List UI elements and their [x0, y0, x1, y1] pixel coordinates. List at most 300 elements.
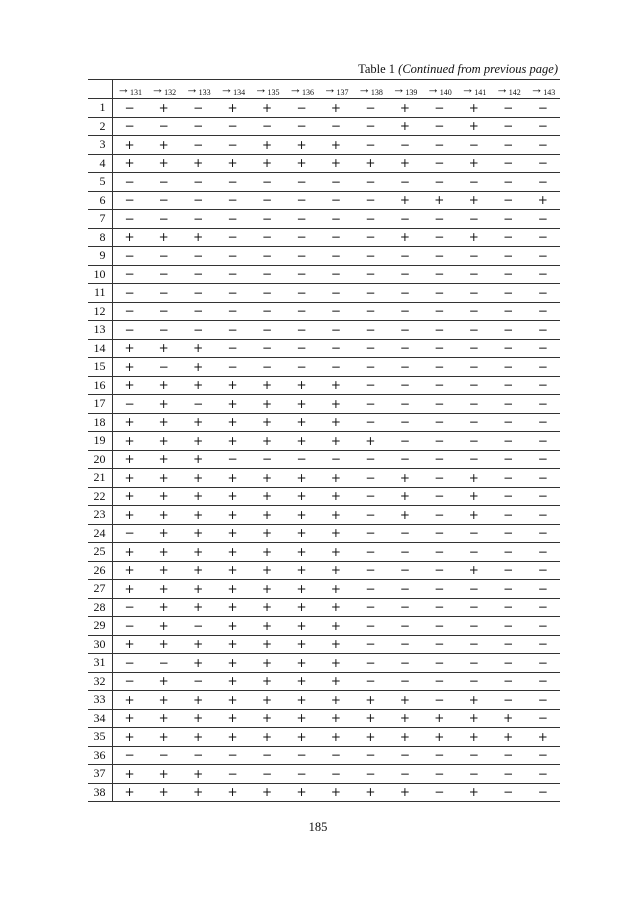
sign-cell: +: [353, 709, 387, 728]
sign-cell: −: [422, 524, 456, 543]
sign-cell: −: [353, 358, 387, 377]
sign-cell: −: [353, 136, 387, 155]
sign-cell: −: [422, 543, 456, 562]
sign-cell: −: [284, 173, 318, 192]
sign-cell: −: [146, 284, 180, 303]
table-caption-label: Table 1: [358, 62, 396, 76]
sign-cell: −: [388, 284, 422, 303]
sign-cell: +: [319, 543, 353, 562]
table-row: [88, 580, 560, 599]
sign-cell: +: [388, 469, 422, 488]
sign-cell: −: [525, 783, 560, 802]
sign-cell: −: [525, 210, 560, 229]
sign-cell: −: [146, 247, 180, 266]
sign-cell: +: [353, 691, 387, 710]
sign-cell: −: [491, 746, 525, 765]
column-header-subscript: 141: [474, 88, 487, 97]
page-number: 185: [308, 820, 328, 834]
sign-cell: −: [388, 432, 422, 451]
sign-cell: −: [215, 136, 249, 155]
sign-cell: +: [181, 654, 215, 673]
sign-cell: +: [112, 339, 146, 358]
sign-cell: +: [112, 469, 146, 488]
sign-cell: −: [146, 302, 180, 321]
sign-cell: −: [146, 746, 180, 765]
sign-cell: −: [284, 284, 318, 303]
sign-cell: +: [388, 709, 422, 728]
sign-cell: −: [388, 302, 422, 321]
sign-cell: +: [112, 136, 146, 155]
table-row: [88, 154, 560, 173]
table-row: [88, 432, 560, 451]
column-header: [422, 80, 456, 99]
row-number: 7: [88, 210, 112, 229]
sign-cell: +: [250, 617, 284, 636]
sign-cell: +: [284, 580, 318, 599]
sign-cell: +: [215, 561, 249, 580]
sign-cell: −: [181, 210, 215, 229]
sign-cell: +: [353, 728, 387, 747]
sign-cell: +: [146, 228, 180, 247]
sign-cell: −: [388, 376, 422, 395]
sign-cell: −: [491, 265, 525, 284]
header-corner-cell: [88, 80, 112, 99]
table-row: [88, 543, 560, 562]
sign-cell: −: [491, 117, 525, 136]
sign-cell: −: [457, 672, 491, 691]
sign-cell: +: [112, 506, 146, 525]
sign-cell: −: [422, 228, 456, 247]
sign-cell: −: [181, 672, 215, 691]
table-row: [88, 376, 560, 395]
sign-cell: −: [215, 210, 249, 229]
right-arrow-icon: →: [323, 81, 337, 96]
table-row: [88, 99, 560, 118]
sign-cell: +: [215, 543, 249, 562]
sign-cell: −: [112, 117, 146, 136]
sign-cell: +: [181, 728, 215, 747]
sign-cell: −: [457, 450, 491, 469]
row-number: 33: [88, 691, 112, 710]
sign-cell: +: [181, 154, 215, 173]
right-arrow-icon: →: [530, 81, 544, 96]
sign-cell: −: [491, 598, 525, 617]
sign-cell: +: [146, 672, 180, 691]
sign-cell: +: [284, 617, 318, 636]
sign-cell: −: [525, 765, 560, 784]
sign-cell: −: [525, 376, 560, 395]
sign-cell: −: [250, 191, 284, 210]
sign-cell: −: [422, 395, 456, 414]
sign-cell: +: [284, 136, 318, 155]
sign-cell: +: [319, 728, 353, 747]
sign-cell: −: [525, 543, 560, 562]
sign-cell: −: [422, 765, 456, 784]
row-number: 18: [88, 413, 112, 432]
right-arrow-icon: →: [185, 81, 199, 96]
sign-cell: −: [457, 321, 491, 340]
sign-cell: −: [388, 265, 422, 284]
sign-cell: +: [112, 691, 146, 710]
sign-cell: +: [146, 136, 180, 155]
sign-cell: −: [525, 506, 560, 525]
sign-cell: −: [525, 99, 560, 118]
sign-cell: −: [388, 450, 422, 469]
sign-cell: −: [284, 302, 318, 321]
sign-cell: −: [422, 247, 456, 266]
sign-cell: −: [319, 265, 353, 284]
table-row: [88, 228, 560, 247]
sign-cell: +: [250, 524, 284, 543]
sign-cell: −: [422, 358, 456, 377]
row-number: 2: [88, 117, 112, 136]
sign-cell: −: [284, 358, 318, 377]
sign-cell: −: [353, 284, 387, 303]
sign-cell: −: [250, 746, 284, 765]
sign-cell: +: [146, 432, 180, 451]
sign-cell: +: [284, 469, 318, 488]
sign-cell: +: [284, 728, 318, 747]
sign-cell: +: [319, 469, 353, 488]
sign-cell: +: [215, 376, 249, 395]
sign-cell: −: [491, 469, 525, 488]
sign-cell: −: [388, 561, 422, 580]
sign-cell: −: [215, 247, 249, 266]
sign-cell: +: [112, 580, 146, 599]
sign-cell: +: [319, 672, 353, 691]
sign-cell: −: [525, 691, 560, 710]
sign-cell: +: [250, 543, 284, 562]
sign-cell: −: [353, 413, 387, 432]
row-number: 29: [88, 617, 112, 636]
sign-cell: +: [215, 617, 249, 636]
table-row: [88, 635, 560, 654]
sign-cell: −: [112, 746, 146, 765]
sign-cell: +: [215, 99, 249, 118]
sign-cell: −: [422, 154, 456, 173]
column-header-subscript: 142: [508, 88, 521, 97]
column-header-subscript: 138: [370, 88, 383, 97]
sign-cell: +: [250, 136, 284, 155]
table-row: [88, 284, 560, 303]
table-row: [88, 728, 560, 747]
row-number: 35: [88, 728, 112, 747]
sign-cell: +: [388, 228, 422, 247]
sign-cell: +: [250, 395, 284, 414]
sign-cell: +: [250, 654, 284, 673]
sign-cell: +: [215, 154, 249, 173]
sign-cell: +: [146, 413, 180, 432]
sign-cell: −: [457, 136, 491, 155]
sign-cell: −: [491, 506, 525, 525]
sign-cell: +: [284, 672, 318, 691]
sign-cell: −: [457, 376, 491, 395]
sign-cell: +: [457, 154, 491, 173]
sign-cell: −: [457, 746, 491, 765]
sign-cell: +: [181, 376, 215, 395]
sign-cell: +: [457, 506, 491, 525]
row-number: 31: [88, 654, 112, 673]
sign-cell: −: [353, 117, 387, 136]
row-number: 30: [88, 635, 112, 654]
table-row: [88, 691, 560, 710]
row-number: 38: [88, 783, 112, 802]
column-header-subscript: 143: [543, 88, 556, 97]
table-row: [88, 765, 560, 784]
sign-cell: −: [525, 450, 560, 469]
right-arrow-icon: →: [254, 81, 268, 96]
sign-cell: −: [422, 99, 456, 118]
sign-cell: +: [319, 154, 353, 173]
sign-cell: +: [215, 487, 249, 506]
sign-cell: −: [491, 228, 525, 247]
column-header: [388, 80, 422, 99]
sign-cell: −: [250, 321, 284, 340]
sign-cell: −: [457, 432, 491, 451]
table-row: [88, 561, 560, 580]
sign-cell: +: [181, 506, 215, 525]
sign-cell: −: [491, 635, 525, 654]
sign-cell: −: [112, 302, 146, 321]
sign-cell: −: [250, 265, 284, 284]
sign-cell: −: [457, 284, 491, 303]
sign-cell: −: [525, 487, 560, 506]
sign-cell: −: [215, 265, 249, 284]
sign-cell: +: [112, 432, 146, 451]
sign-cell: +: [146, 617, 180, 636]
sign-cell: −: [388, 247, 422, 266]
row-number: 21: [88, 469, 112, 488]
sign-cell: −: [250, 450, 284, 469]
sign-cell: −: [422, 506, 456, 525]
sign-cell: +: [112, 543, 146, 562]
sign-cell: −: [112, 598, 146, 617]
sign-cell: −: [284, 339, 318, 358]
sign-cell: +: [250, 709, 284, 728]
sign-cell: +: [146, 691, 180, 710]
sign-cell: +: [284, 395, 318, 414]
row-number: 16: [88, 376, 112, 395]
table-row: [88, 654, 560, 673]
column-header-subscript: 134: [233, 88, 246, 97]
sign-cell: −: [457, 598, 491, 617]
sign-cell: −: [491, 321, 525, 340]
sign-cell: −: [181, 99, 215, 118]
sign-cell: −: [457, 173, 491, 192]
sign-cell: +: [284, 598, 318, 617]
sign-cell: +: [146, 487, 180, 506]
sign-cell: −: [284, 265, 318, 284]
row-number: 27: [88, 580, 112, 599]
sign-cell: −: [491, 617, 525, 636]
row-number: 17: [88, 395, 112, 414]
sign-cell: +: [181, 339, 215, 358]
sign-cell: +: [112, 487, 146, 506]
sign-cell: −: [491, 247, 525, 266]
sign-cell: +: [250, 561, 284, 580]
table-row: [88, 265, 560, 284]
sign-cell: −: [491, 210, 525, 229]
sign-cell: +: [284, 154, 318, 173]
sign-cell: −: [319, 117, 353, 136]
sign-cell: −: [525, 598, 560, 617]
sign-cell: +: [284, 543, 318, 562]
row-number: 26: [88, 561, 112, 580]
sign-cell: +: [181, 228, 215, 247]
sign-cell: −: [525, 580, 560, 599]
sign-cell: −: [491, 487, 525, 506]
sign-cell: −: [112, 284, 146, 303]
sign-cell: −: [422, 580, 456, 599]
sign-cell: −: [250, 358, 284, 377]
sign-cell: −: [388, 413, 422, 432]
sign-cell: +: [250, 432, 284, 451]
right-arrow-icon: →: [357, 81, 371, 96]
column-header-subscript: 136: [301, 88, 314, 97]
sign-cell: +: [215, 580, 249, 599]
sign-cell: −: [353, 450, 387, 469]
sign-cell: +: [319, 395, 353, 414]
sign-cell: +: [319, 432, 353, 451]
table-row: [88, 191, 560, 210]
sign-cell: +: [215, 413, 249, 432]
sign-cell: −: [353, 635, 387, 654]
sign-cell: −: [388, 524, 422, 543]
sign-cell: −: [284, 321, 318, 340]
sign-cell: −: [388, 654, 422, 673]
sign-cell: −: [250, 228, 284, 247]
sign-cell: −: [388, 210, 422, 229]
column-header: [525, 80, 560, 99]
sign-cell: +: [146, 450, 180, 469]
sign-cell: −: [181, 395, 215, 414]
sign-cell: +: [181, 783, 215, 802]
sign-cell: +: [388, 783, 422, 802]
sign-cell: +: [215, 432, 249, 451]
sign-cell: −: [491, 543, 525, 562]
sign-cell: +: [388, 154, 422, 173]
sign-cell: +: [457, 691, 491, 710]
row-number: 34: [88, 709, 112, 728]
right-arrow-icon: →: [392, 81, 406, 96]
sign-cell: +: [525, 191, 560, 210]
sign-cell: +: [319, 691, 353, 710]
sign-cell: +: [284, 691, 318, 710]
sign-cell: −: [353, 524, 387, 543]
sign-cell: −: [353, 265, 387, 284]
sign-cell: −: [215, 450, 249, 469]
sign-cell: −: [491, 561, 525, 580]
right-arrow-icon: →: [461, 81, 475, 96]
sign-cell: +: [388, 506, 422, 525]
sign-cell: +: [284, 524, 318, 543]
right-arrow-icon: →: [151, 81, 165, 96]
sign-cell: +: [250, 598, 284, 617]
table-caption: [88, 62, 558, 77]
sign-cell: +: [181, 765, 215, 784]
sign-cell: −: [112, 191, 146, 210]
sign-cell: +: [353, 432, 387, 451]
sign-cell: −: [525, 265, 560, 284]
sign-cell: −: [457, 413, 491, 432]
column-header-subscript: 131: [129, 88, 142, 97]
sign-cell: +: [181, 487, 215, 506]
sign-cell: −: [422, 672, 456, 691]
column-header-subscript: 139: [405, 88, 418, 97]
sign-cell: −: [112, 99, 146, 118]
sign-cell: −: [319, 765, 353, 784]
sign-cell: +: [319, 506, 353, 525]
row-number: 9: [88, 247, 112, 266]
sign-cell: −: [422, 321, 456, 340]
sign-cell: −: [353, 228, 387, 247]
sign-cell: −: [491, 413, 525, 432]
column-header-subscript: 133: [198, 88, 211, 97]
sign-cell: −: [319, 210, 353, 229]
row-number: 14: [88, 339, 112, 358]
sign-cell: −: [146, 265, 180, 284]
column-header: [181, 80, 215, 99]
sign-cell: +: [250, 413, 284, 432]
sign-cell: +: [215, 506, 249, 525]
sign-cell: −: [112, 672, 146, 691]
sign-cell: −: [353, 543, 387, 562]
sign-cell: −: [250, 173, 284, 192]
sign-cell: +: [146, 524, 180, 543]
sign-cell: −: [181, 321, 215, 340]
sign-cell: −: [353, 302, 387, 321]
sign-cell: +: [250, 376, 284, 395]
sign-cell: −: [388, 321, 422, 340]
sign-cell: −: [457, 543, 491, 562]
table-row: [88, 413, 560, 432]
row-number: 32: [88, 672, 112, 691]
sign-cell: −: [353, 506, 387, 525]
sign-cell: +: [181, 358, 215, 377]
sign-cell: +: [457, 709, 491, 728]
row-number: 4: [88, 154, 112, 173]
sign-cell: +: [146, 469, 180, 488]
sign-cell: +: [215, 635, 249, 654]
table-row: [88, 709, 560, 728]
sign-cell: −: [422, 173, 456, 192]
sign-cell: −: [388, 136, 422, 155]
table-row: [88, 173, 560, 192]
sign-cell: +: [319, 524, 353, 543]
sign-cell: +: [215, 524, 249, 543]
table-caption-note: (Continued from previous page): [398, 62, 558, 76]
sign-cell: −: [181, 284, 215, 303]
sign-cell: +: [250, 506, 284, 525]
sign-cell: −: [250, 284, 284, 303]
sign-cell: −: [491, 173, 525, 192]
sign-cell: +: [112, 358, 146, 377]
sign-cell: −: [491, 765, 525, 784]
table-row: [88, 487, 560, 506]
sign-cell: +: [215, 709, 249, 728]
sign-cell: +: [491, 728, 525, 747]
sign-cell: −: [353, 746, 387, 765]
sign-cell: +: [284, 376, 318, 395]
sign-cell: +: [250, 469, 284, 488]
sign-cell: +: [319, 709, 353, 728]
sign-cell: −: [491, 432, 525, 451]
sign-cell: +: [422, 709, 456, 728]
sign-cell: −: [388, 580, 422, 599]
sign-cell: +: [181, 598, 215, 617]
sign-cell: +: [112, 154, 146, 173]
sign-cell: −: [388, 358, 422, 377]
